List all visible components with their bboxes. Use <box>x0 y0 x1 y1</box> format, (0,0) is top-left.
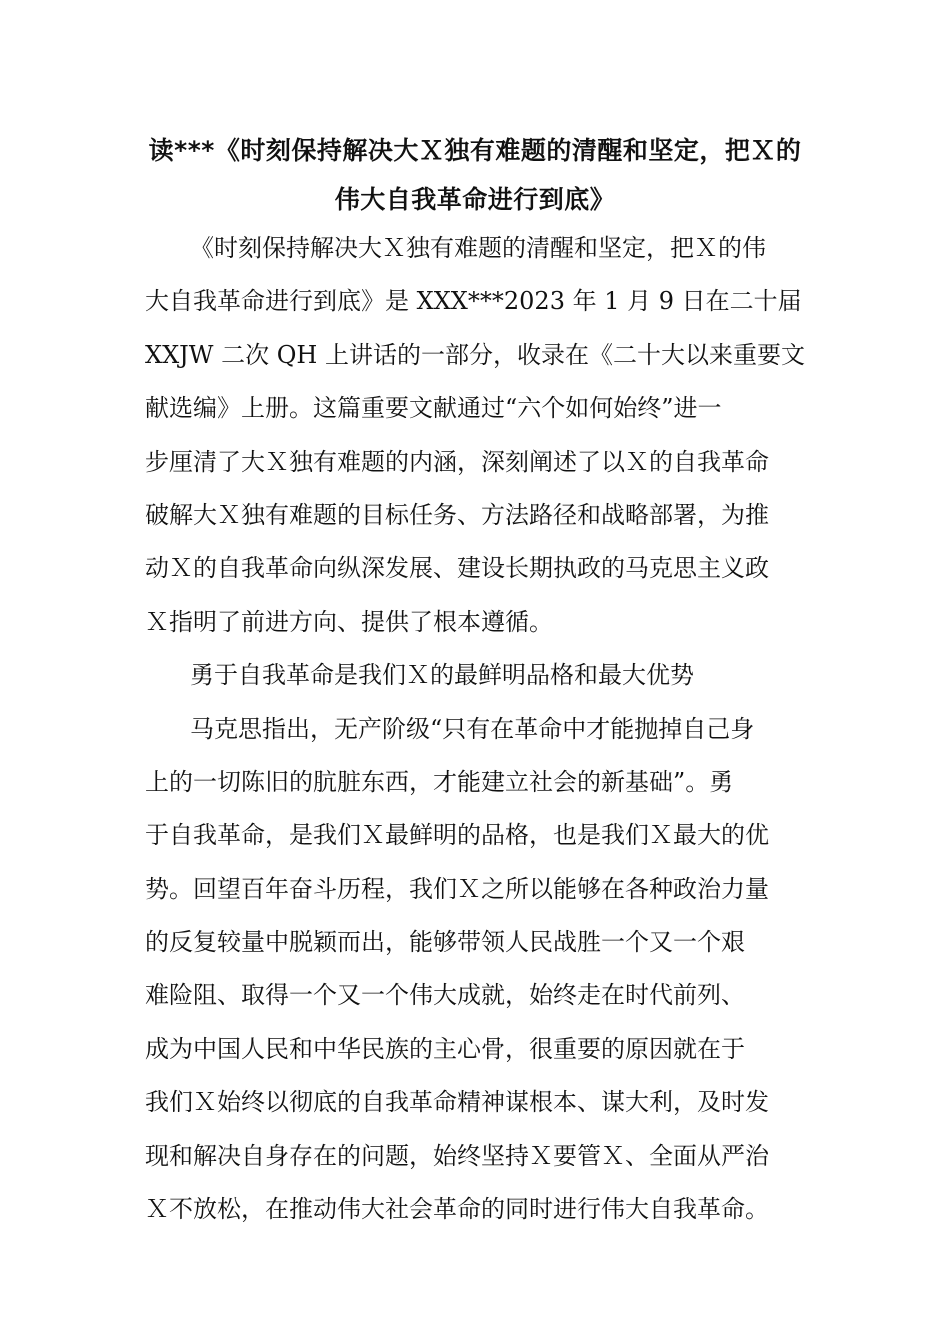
text-line: 破解大Ｘ独有难题的目标任务、方法路径和战略部署，为推 <box>145 500 769 529</box>
text-line: 马克思指出，无产阶级“只有在革命中才能抛掉自己身 <box>190 714 755 743</box>
title-line: 伟大自我革命进行到底》 <box>334 185 616 214</box>
text-line: 步厘清了大Ｘ独有难题的内涵，深刻阐述了以Ｘ的自我革命 <box>145 447 769 476</box>
document-title <box>140 126 810 224</box>
text-line: 《时刻保持解决大Ｘ独有难题的清醒和坚定，把Ｘ的伟 <box>190 234 766 262</box>
text-line: XXJW 二次 QH 上讲话的一部分，收录在《二十大以来重要文 <box>145 340 805 369</box>
text-line: 大自我革命进行到底》是 XXX***2023 年 1 月 9 日在二十届 <box>145 287 802 316</box>
text-line: 上的一切陈旧的肮脏东西，才能建立社会的新基础”。勇 <box>145 767 734 796</box>
text-line: 献选编》上册。这篇重要文献通过“六个如何始终”进一 <box>145 394 722 423</box>
paragraph-self-revolution <box>145 703 810 1237</box>
title-line: 读***《时刻保持解决大Ｘ独有难题的清醒和坚定，把Ｘ的 <box>148 136 802 165</box>
text-line: 现和解决自身存在的问题，始终坚持Ｘ要管Ｘ、全面从严治 <box>145 1141 769 1170</box>
text-line: 的反复较量中脱颖而出，能够带领人民战胜一个又一个艰 <box>145 928 745 957</box>
text-line: 势。回望百年奋斗历程，我们Ｘ之所以能够在各种政治力量 <box>145 874 769 903</box>
text-line: 成为中国人民和中华民族的主心骨，很重要的原因就在于 <box>145 1034 745 1063</box>
text-line: Ｘ不放松，在推动伟大社会革命的同时进行伟大自我革命。 <box>145 1195 769 1224</box>
text-line: 难险阻、取得一个又一个伟大成就，始终走在时代前列、 <box>145 981 745 1010</box>
text-line: 于自我革命，是我们Ｘ最鲜明的品格，也是我们Ｘ最大的优 <box>145 821 769 850</box>
document-body <box>145 222 810 1236</box>
text-line: Ｘ指明了前进方向、提供了根本遵循。 <box>145 607 553 636</box>
text-line: 动Ｘ的自我革命向纵深发展、建设长期执政的马克思主义政 <box>145 554 769 583</box>
section-heading: 勇于自我革命是我们Ｘ的最鲜明品格和最大优势 <box>190 661 694 690</box>
text-line: 我们Ｘ始终以彻底的自我革命精神谋根本、谋大利，及时发 <box>145 1088 769 1117</box>
paragraph-intro <box>145 222 810 649</box>
